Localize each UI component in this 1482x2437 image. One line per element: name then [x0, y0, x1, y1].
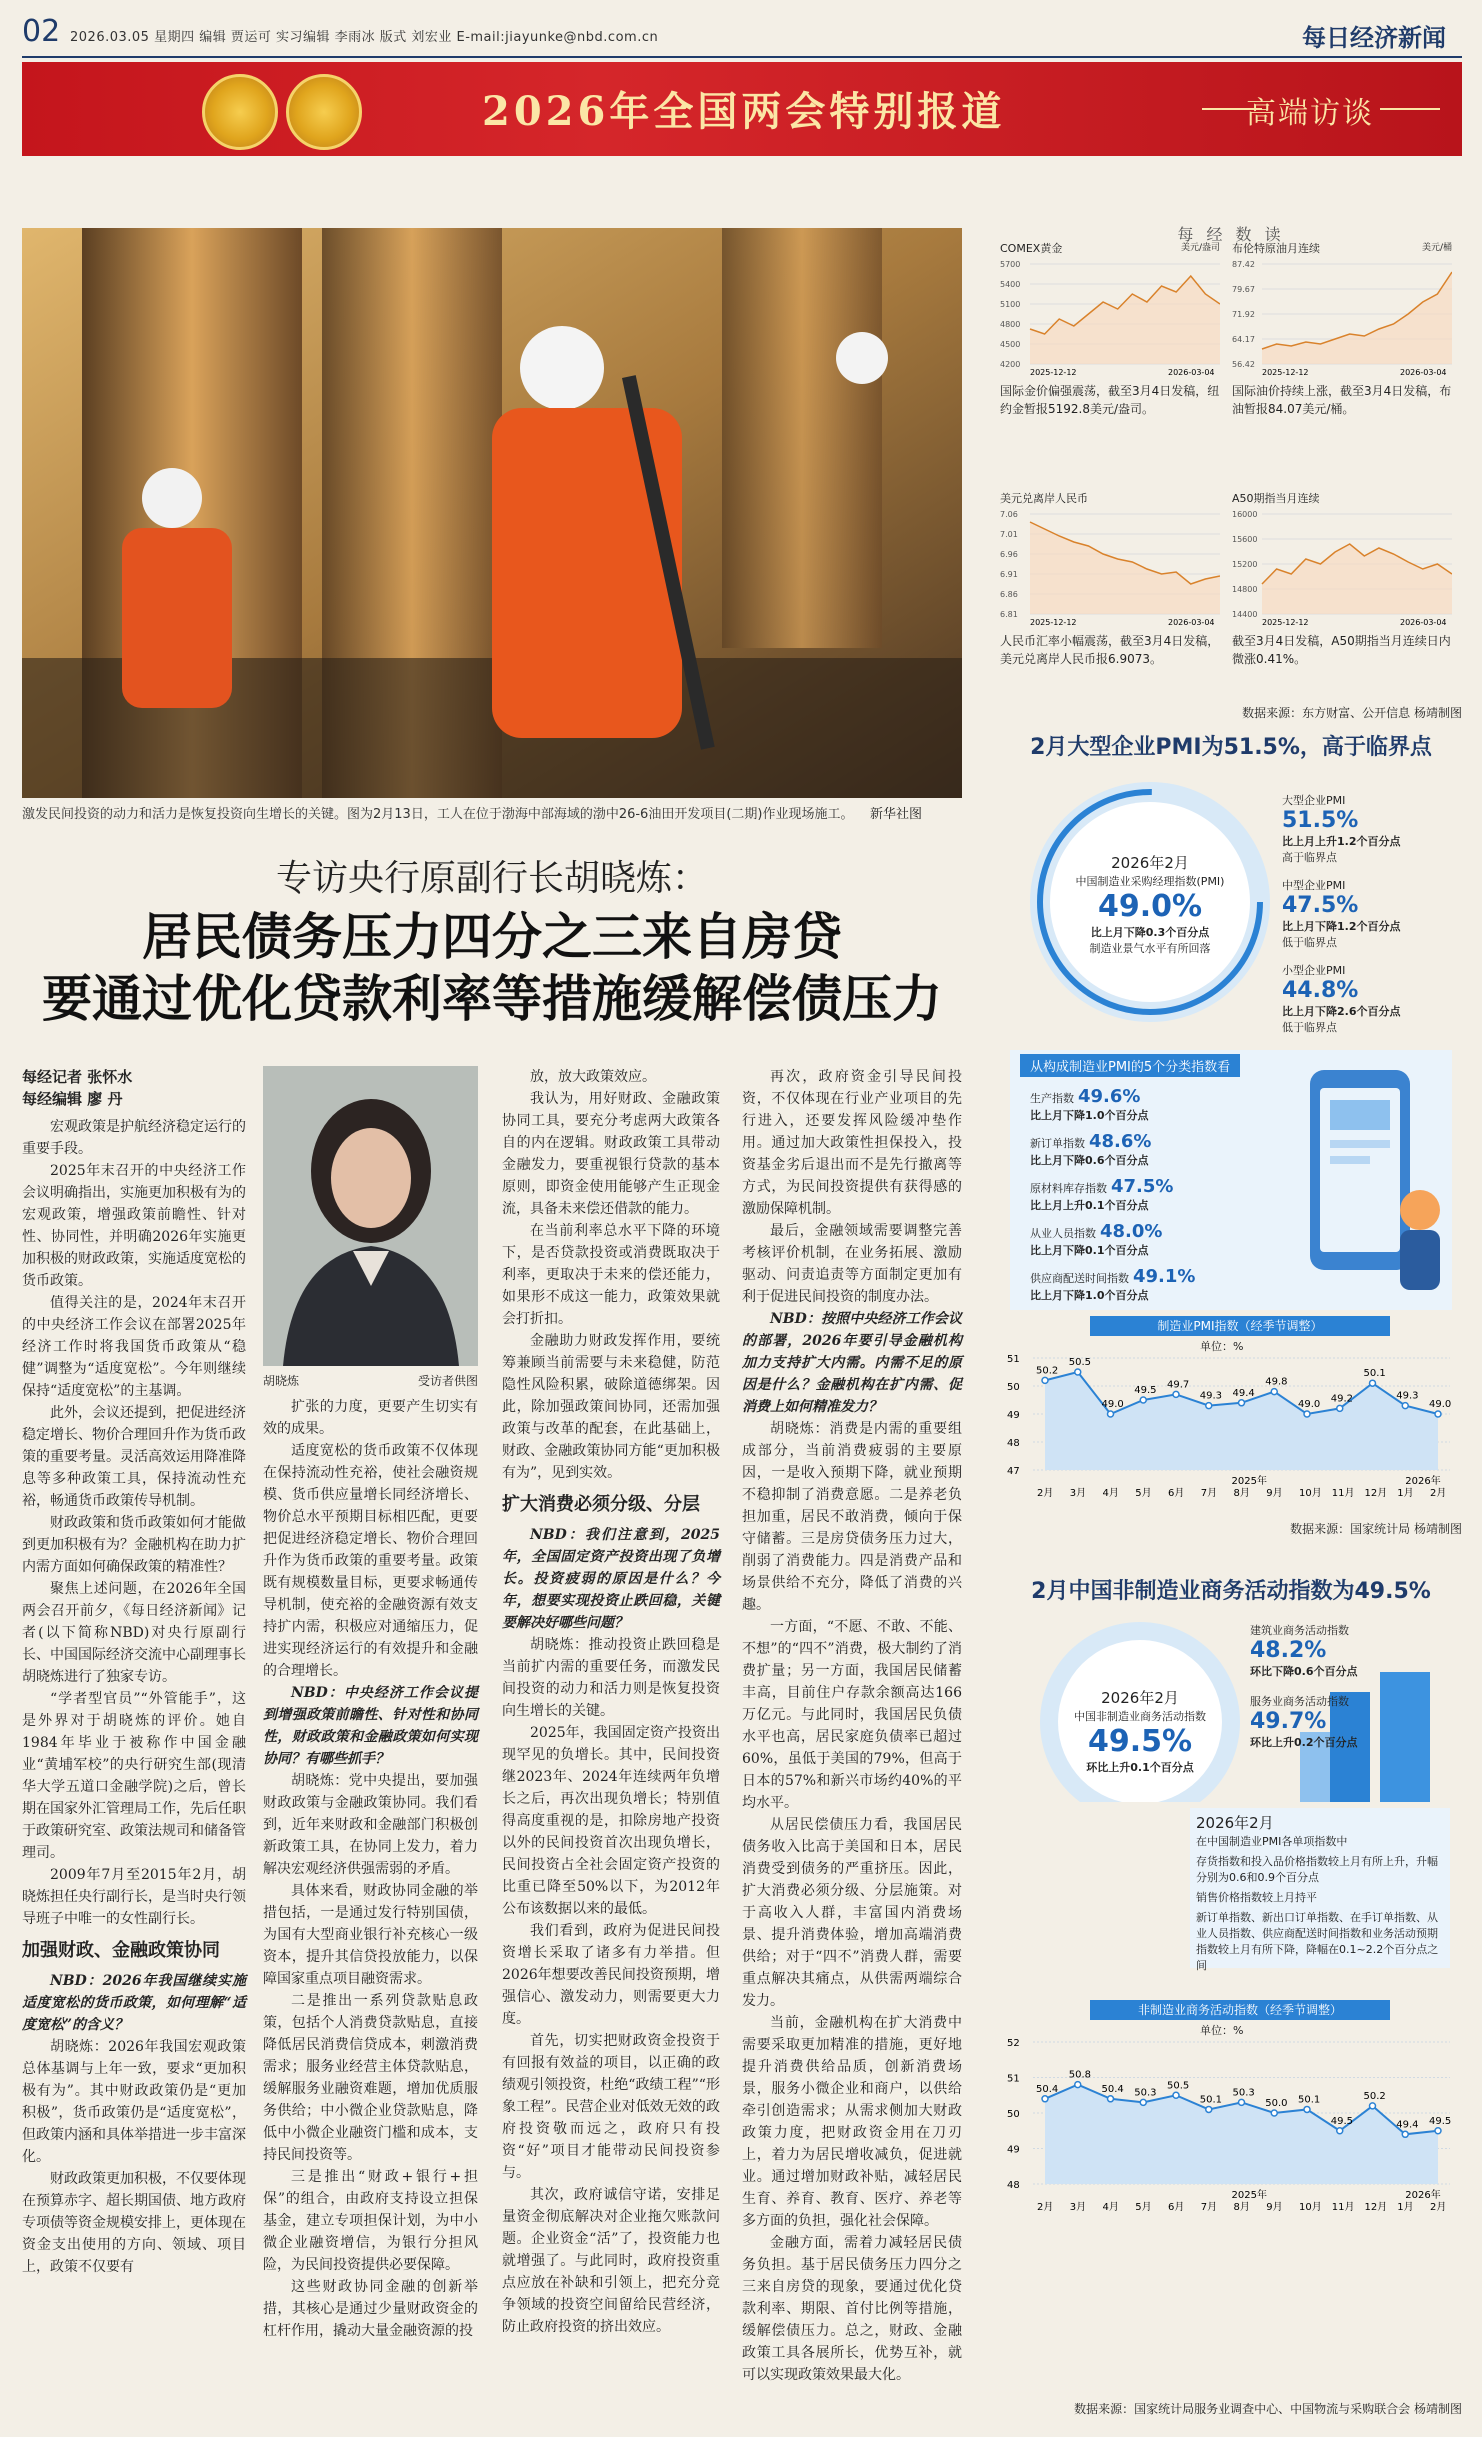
- chart-x-tick: 11月: [1331, 1488, 1355, 1499]
- pmi-subindex-change: 比上月上升0.1个百分点: [1030, 1199, 1149, 1212]
- byline-reporter: 每经记者 张怀水: [22, 1068, 133, 1086]
- chart-x-tick: 6月: [1168, 1488, 1185, 1499]
- headline-line1: 居民债务压力四分之三来自房贷: [142, 907, 842, 966]
- pmi-subindex-change: 比上月下降0.1个百分点: [1030, 1244, 1149, 1257]
- col1-paragraph: 此外，会议还提到，把促进经济稳定增长、物价合理回升作为货币政策的重要考量。灵活高效运用降准降息等多种政策工具，保持流动性充裕，畅通货币政策传导机制。: [22, 1405, 246, 1509]
- pmi-size-status: 低于临界点: [1282, 936, 1337, 949]
- chart-data-label: 49.0: [1298, 1399, 1321, 1410]
- mini-chart-tick: 15600: [1232, 535, 1258, 544]
- newspaper-brand: 每日经济新闻: [1302, 23, 1446, 52]
- chart-x-tick: 3月: [1069, 2202, 1087, 2213]
- chart-x-tick: 7月: [1200, 1488, 1218, 1499]
- chart-x-tick: 6月: [1168, 2202, 1185, 2213]
- mfg-pmi-line-chart: [1005, 1340, 1460, 1500]
- chart-data-label: 49.3: [1199, 1390, 1223, 1402]
- banner-title: 2026年全国两会特别报道: [482, 88, 1006, 135]
- nonmfg-side-label: 建筑业商务活动指数: [1250, 1624, 1349, 1637]
- chart-point: [1042, 2096, 1048, 2102]
- pmi-size-status: 低于临界点: [1282, 1021, 1337, 1034]
- portrait-caption: [263, 1372, 478, 1389]
- article-column-1: [22, 1116, 246, 2278]
- mini-chart-tick: 6.96: [1000, 550, 1018, 559]
- article-column-4: [742, 1066, 962, 2386]
- pmi-mfg-infographic: [1000, 772, 1462, 1032]
- chart-data-label: 49.0: [1429, 1399, 1452, 1410]
- pmi-subindex-item: [1030, 1221, 1270, 1258]
- chart-x-tick: 2月: [1037, 2202, 1054, 2213]
- masthead-rule: [22, 56, 1462, 58]
- headline-main: [22, 906, 962, 1030]
- question-1: NBD：2026年我国继续实施适度宽松的货币政策，如何理解“适度宽松”的含义？: [22, 1973, 246, 2033]
- pmi-size-change: 比上月下降1.2个百分点: [1282, 920, 1401, 933]
- col4-paragraph: 再次，政府资金引导民间投资，不仅体现在行业产业项目的先行进入，还要发挥风险缓冲垫作用。通过加大政策性担保投入，投资基金劣后退出而不是先行撤离等方式，为民间投资提供有获得感的激励保障机制。: [742, 1069, 962, 1217]
- chart-point: [1337, 2128, 1343, 2134]
- mini-chart-note: 国际油价持续上涨，截至3月4日发稿，布油暂报84.07美元/桶。: [1232, 384, 1452, 416]
- chart-point: [1271, 2110, 1277, 2116]
- chart-x-tick: 5月: [1135, 2202, 1152, 2213]
- col3-paragraph: 2025年，我国固定资产投资出现罕见的负增长。其中，民间投资继2023年、2024年连续两年负增长之后，再次出现负增长；特别值得高度重视的是，扣除房地产投资以外的民间投资首次出现负增长，民间投资占全社会固定资产投资的比重已降至50%以下，为2012年公布该数据以来的最低。: [502, 1725, 720, 1917]
- mini-chart-tick: 64.17: [1232, 335, 1255, 344]
- nonmfg-box-item: 新订单指数、新出口订单指数、在手订单指数、从业人员指数、供应商配送时间指数和业务活动预期指数较上月有所下降，降幅在0.1~2.2个百分点之间: [1196, 1911, 1439, 1972]
- chart-data-label: 49.2: [1330, 1393, 1354, 1405]
- chart-point: [1271, 1389, 1277, 1395]
- chart-x-tick: 10月: [1299, 1488, 1322, 1499]
- pmi-subindex-item: [1030, 1176, 1270, 1213]
- byline-editor: 每经编辑 廖 丹: [22, 1090, 123, 1108]
- chart-x-tick: 1月: [1397, 2202, 1414, 2213]
- pmi-nonmfg-center-change: 环比上升0.1个百分点: [1086, 1761, 1194, 1774]
- chart-data-label: 49.5: [1429, 2115, 1452, 2127]
- mini-chart-tick: 15200: [1232, 560, 1258, 569]
- col4-paragraph: 一方面，“不愿、不敢、不能、不想”的“四不”消费，极大制约了消费扩量；另一方面，我国居民储蓄丰高，目前住户存款余额高达166万亿元。与此同时，我国居民负债水平也高，居民家庭负债率已超过60%，虽低于美国的79%，但高于日本的57%和新兴市场约40%的平均水平。: [742, 1619, 962, 1811]
- pmi-nonmfg-title: 2月中国非制造业商务活动指数为49.5%: [1031, 1579, 1431, 1604]
- pmi-size-item: [1282, 877, 1462, 950]
- nonmfg-box-item: 存货指数和投入品价格指数较上月有所上升，升幅分别为0.6和0.9个百分点: [1196, 1855, 1438, 1884]
- pmi-nonmfg-infographic: [1000, 1612, 1462, 1802]
- col4-paragraph: 胡晓炼：消费是内需的重要组成部分，当前消费疲弱的主要原因，一是收入预期下降，就业预期不稳抑制了消费意愿。二是养老负担加重，居民不敢消费，倾向于保守储蓄。三是房贷债务压力过大，削弱了消费能力。四是消费产品和场景供给不充分，降低了消费的兴趣。: [742, 1421, 962, 1613]
- mini-chart-plot: [1000, 256, 1220, 376]
- chart-x-tick: 10月: [1299, 2202, 1322, 2213]
- pmi-mfg-center-date: 2026年2月: [1111, 854, 1189, 872]
- special-report-banner: [22, 62, 1462, 156]
- article-column-3: [502, 1066, 720, 2338]
- mini-chart-tick: 5400: [1000, 280, 1021, 289]
- pmi-size-label: 中型企业PMI: [1282, 879, 1346, 892]
- mini-chart-x-start: 2025-12-12: [1262, 618, 1309, 626]
- pmi-mfg-center-note: 制造业景气水平有所回落: [1089, 942, 1211, 955]
- chart-y-tick: 47: [1007, 1466, 1020, 1477]
- chart-x-tick: 3月: [1069, 1488, 1087, 1499]
- chart-data-label: 49.5: [1330, 2115, 1354, 2127]
- mini-chart-tick: 14400: [1232, 610, 1258, 619]
- portrait-photo: [263, 1066, 478, 1366]
- mini-chart-title: A50期指当月连续: [1232, 492, 1320, 505]
- chart-data-label: 50.3: [1134, 2087, 1157, 2099]
- nonmfg-chart-unit: 单位：%: [1200, 2024, 1244, 2037]
- chart-data-label: 50.8: [1068, 2069, 1092, 2081]
- nonmfg-box-subtitle: 在中国制造业PMI各单项指数中: [1196, 1835, 1348, 1848]
- chart-data-label: 49.4: [1396, 2119, 1419, 2131]
- nonmfg-side-change: 环比上升0.2个百分点: [1250, 1736, 1358, 1749]
- col2-paragraph: 扩张的力度，更要产生切实有效的成果。: [263, 1399, 478, 1437]
- masthead-info: 2026.03.05 星期四 编辑 贾运可 实习编辑 李雨冰 版式 刘宏业 E-mail:jiayunke@nbd.com.cn: [70, 30, 659, 45]
- mini-chart-unit: 美元/桶: [1421, 243, 1452, 253]
- chart-x-tick: 12月: [1364, 1488, 1388, 1499]
- pmi-subindex-change: 比上月下降1.0个百分点: [1030, 1289, 1149, 1302]
- chart-x-tick: 2月: [1430, 2202, 1447, 2213]
- mini-chart-tick: 4200: [1000, 360, 1021, 369]
- mini-chart-area: [1262, 544, 1452, 614]
- col4-paragraph: 最后，金融领域需要调整完善考核评价机制，在业务拓展、激励驱动、问责追责等方面制定更加有利于促进民间投资的制度办法。: [742, 1223, 962, 1305]
- chart-point: [1370, 1380, 1376, 1386]
- pmi-mfg-title: 2月大型企业PMI为51.5%，高于临界点: [1030, 735, 1432, 760]
- pmi-mfg-section: [1000, 730, 1462, 761]
- pmi-subindex-value: 48.0%: [1100, 1221, 1163, 1242]
- col2-paragraph: 三是推出“财政+银行+担保”的组合，由政府支持设立担保基金，建立专项担保计划，为中小微企业融资增信，为银行分担风险，为民间投资提供必要保障。: [263, 2169, 478, 2273]
- mini-chart-plot: [1232, 256, 1452, 376]
- data-panel-source: 数据来源：东方财富、公开信息 杨靖制图: [1242, 706, 1462, 720]
- col4-paragraph: 当前，金融机构在扩大消费中需要采取更加精准的措施，更好地提升消费供给品质，创新消费场景，服务小微企业和商户，以供给牵引创造需求；从需求侧加大财政政策力度，把财政资金用在刀刃上，着力为居民增收减负，促进就业。通过增加财政补贴，减轻居民生育、养育、教育、医疗、养老等多方面的负担，强化社会保障。: [742, 2015, 962, 2229]
- mini-chart-tick: 7.01: [1000, 530, 1018, 539]
- masthead: [0, 0, 1482, 58]
- chart-year-label: 2025年: [1231, 2190, 1267, 2201]
- pmi-size-value: 44.8%: [1282, 978, 1359, 1003]
- chart-data-label: 50.4: [1036, 2083, 1059, 2095]
- pmi-subindex-title: 从构成制造业PMI的5个分类指数看: [1020, 1054, 1240, 1077]
- mini-chart-unit: 美元/盎司: [1180, 243, 1220, 253]
- pmi-subindex-label: 供应商配送时间指数: [1030, 1272, 1129, 1285]
- photo-caption: 激发民间投资的动力和活力是恢复投资向生增长的关键。图为2月13日，工人在位于渤海中部海域的渤中26-6油田开发项目(二期)作业现场施工。: [22, 807, 854, 822]
- mini-chart-plot: [1232, 506, 1452, 626]
- chart-point: [1206, 2106, 1212, 2112]
- chart-point: [1173, 2092, 1179, 2098]
- chart-data-label: 49.4: [1232, 1387, 1255, 1399]
- mini-chart-tick: 5100: [1000, 300, 1021, 309]
- chart-y-tick: 51: [1007, 1354, 1020, 1365]
- pmi-nonmfg-center-label: 中国非制造业商务活动指数: [1074, 1710, 1206, 1723]
- col3-paragraph: 在当前利率总水平下降的环境下，是否贷款投资或消费既取决于利率，更取决于未来的偿还能力，如果形不成这一能力，政策效果就会打折扣。: [502, 1223, 720, 1327]
- chart-x-tick: 12月: [1364, 2202, 1388, 2213]
- nonmfg-side-item: [1250, 1622, 1450, 1679]
- chart-point: [1402, 1403, 1408, 1409]
- pmi-size-label: 大型企业PMI: [1282, 794, 1346, 807]
- mini-chart-tick: 6.91: [1000, 570, 1018, 579]
- pmi-nonmfg-center: [1050, 1687, 1230, 1775]
- mini-chart-title: COMEX黄金: [1000, 242, 1063, 255]
- chart-y-tick: 48: [1007, 2180, 1020, 2191]
- chart-point: [1402, 2131, 1408, 2137]
- mini-chart-tick: 16000: [1232, 510, 1258, 519]
- col1-paragraph: 胡晓炼：2026年我国宏观政策总体基调与上年一致，要求“更加积极有为”。其中财政政策仍是“更加积极”，货币政策仍是“适度宽松”，但政策内涵和具体举措进一步丰富深化。: [22, 2039, 246, 2165]
- chart-data-label: 49.7: [1167, 1379, 1190, 1391]
- chart-data-label: 50.5: [1167, 2080, 1190, 2092]
- mini-chart: [1000, 490, 1220, 640]
- col1-paragraph: 宏观政策是护航经济稳定运行的重要手段。: [22, 1119, 246, 1157]
- mini-chart-x-start: 2025-12-12: [1030, 368, 1077, 376]
- mini-chart: [1232, 490, 1452, 640]
- pmi-size-item: [1282, 792, 1462, 865]
- mini-chart-title: 美元兑离岸人民币: [1000, 492, 1088, 505]
- col4-paragraph: 从居民偿债压力看，我国居民债务收入比高于美国和日本，居民消费受到债务的严重挤压。因此，扩大消费必须分级、分层施策。对于高收入人群，丰富国内消费场景、提升消费体验，增加高端消费供给；对于“四不”消费人群，需要重点解决其痛点，从供需两端综合发力。: [742, 1817, 962, 2009]
- mini-chart-tick: 4800: [1000, 320, 1021, 329]
- chart-x-tick: 2月: [1430, 1488, 1447, 1499]
- headline-line2: 要通过优化贷款利率等措施缓解偿债压力: [42, 969, 942, 1028]
- pmi-size-change: 比上月上升1.2个百分点: [1282, 835, 1401, 848]
- chart-point: [1435, 2128, 1441, 2134]
- pmi-mfg-center: [1050, 852, 1250, 956]
- col2-paragraph: 具体来看，财政协同金融的举措包括，一是通过发行特别国债，为国有大型商业银行补充核心一级资本，提升其信贷投放能力，以保障国家重点项目融资需求。: [263, 1883, 478, 1987]
- portrait-name: 胡晓炼: [263, 1374, 300, 1388]
- nonmfg-side-item: [1250, 1693, 1450, 1750]
- chart-data-label: 50.1: [1363, 1368, 1386, 1380]
- pmi-nonmfg-center-date: 2026年2月: [1101, 1689, 1179, 1707]
- chart-y-tick: 48: [1007, 1438, 1020, 1449]
- chart-x-tick: 1月: [1397, 1488, 1414, 1499]
- chart-data-label: 49.3: [1396, 1390, 1419, 1402]
- chart-year-label: 2026年: [1405, 1476, 1441, 1487]
- chart-point: [1173, 1391, 1179, 1397]
- chart-point: [1075, 1369, 1081, 1375]
- pmi-subindex-item: [1030, 1131, 1270, 1168]
- chart-point: [1075, 2082, 1081, 2088]
- pmi-subindex-value: 47.5%: [1111, 1176, 1174, 1197]
- chart-data-label: 49.0: [1101, 1399, 1124, 1410]
- mini-chart-x-end: 2026-03-04: [1400, 368, 1447, 376]
- photo-credit: 新华社图: [870, 807, 923, 822]
- chart-year-label: 2026年: [1405, 2190, 1441, 2201]
- mini-chart: [1232, 240, 1452, 390]
- nonmfg-subitems-box: [1190, 1808, 1450, 1972]
- pmi-subindex-item: [1030, 1086, 1270, 1123]
- mini-chart-tick: 4500: [1000, 340, 1021, 349]
- pmi-mfg-source: 数据来源：国家统计局 杨靖制图: [1290, 1522, 1462, 1536]
- pmi-subindex-label: 新订单指数: [1030, 1137, 1085, 1150]
- chart-point: [1042, 1377, 1048, 1383]
- nonmfg-side-label: 服务业商务活动指数: [1250, 1695, 1349, 1708]
- chart-point: [1140, 1397, 1146, 1403]
- pmi-mfg-center-value: 49.0%: [1097, 889, 1203, 924]
- mini-chart-plot: [1000, 506, 1220, 626]
- pmi-size-status: 高于临界点: [1282, 851, 1337, 864]
- phone-illustration: [1270, 1060, 1450, 1300]
- chart-point: [1206, 1403, 1212, 1409]
- article-column-2: [263, 1396, 478, 2342]
- mini-chart-x-end: 2026-03-04: [1168, 618, 1215, 626]
- chart-point: [1108, 2096, 1114, 2102]
- chart-point: [1304, 1411, 1310, 1417]
- headline-kicker: 专访央行原副行长胡晓炼：: [275, 858, 708, 899]
- chart-x-tick: 9月: [1266, 1488, 1283, 1499]
- col1-paragraph: 财政政策更加积极，不仅要体现在预算赤字、超长期国债、地方政府专项债等资金规模安排上，更体现在资金支出使用的方向、领域、项目上，政策不仅要有: [22, 2171, 246, 2275]
- mini-chart-area: [1262, 272, 1452, 364]
- mfg-pmi-chart-unit: 单位：%: [1200, 1340, 1244, 1353]
- col1-paragraph: 2025年末召开的中央经济工作会议明确指出，实施更加积极有为的宏观政策，增强政策前瞻性、针对性、协同性，并明确2026年实施更加积极的财政政策，实施适度宽松的货币政策。: [22, 1163, 246, 1289]
- chart-x-tick: 7月: [1200, 2202, 1218, 2213]
- chart-x-tick: 9月: [1266, 2202, 1283, 2213]
- mini-chart-x-start: 2025-12-12: [1030, 618, 1077, 626]
- chart-data-label: 50.3: [1232, 2087, 1255, 2099]
- pmi-subindex-label: 从业人员指数: [1030, 1227, 1096, 1240]
- mini-chart-note: 截至3月4日发稿，A50期指当月连续日内微涨0.41%。: [1232, 634, 1451, 666]
- mini-chart-tick: 5700: [1000, 260, 1021, 269]
- nonmfg-side-value: 49.7%: [1250, 1709, 1327, 1734]
- col1-paragraph: “学者型官员”“外管能手”，这是外界对于胡晓炼的评价。她自1984年毕业于被称作中国金融业“黄埔军校”的央行研究生部(现清华大学五道口金融学院)之后，曾长期在国家外汇管理局工作，先后任职于政策研究室、政策法规司和储备管理司。: [22, 1691, 246, 1861]
- chart-x-tick: 2月: [1037, 1488, 1054, 1499]
- pmi-size-value: 47.5%: [1282, 893, 1359, 918]
- col3-paragraph: 胡晓炼：推动投资止跌回稳是当前扩内需的重要任务，而激发民间投资的动力和活力则是恢复投资向生增长的关键。: [502, 1637, 720, 1719]
- nonmfg-side-value: 48.2%: [1250, 1638, 1327, 1663]
- data-panel-title: 每 经 数 读: [1177, 225, 1285, 244]
- section-heading-2: 扩大消费必须分级、分层: [502, 1494, 700, 1515]
- chart-data-label: 49.8: [1265, 1376, 1288, 1388]
- chart-x-tick: 8月: [1233, 1488, 1250, 1499]
- question-3: NBD：我们注意到，2025年，全国固定资产投资出现了负增长。投资疲弱的原因是什么？今年，想要实现投资止跌回稳，关键要解决好哪些问题？: [502, 1527, 720, 1631]
- chart-point: [1337, 1405, 1343, 1411]
- mini-chart-tick: 6.81: [1000, 610, 1018, 619]
- chart-data-label: 50.4: [1101, 2083, 1124, 2095]
- chart-y-tick: 50: [1007, 2109, 1020, 2120]
- pmi-nonmfg-center-value: 49.5%: [1087, 1724, 1193, 1759]
- pmi-subindex-box: [1010, 1050, 1452, 1310]
- chart-data-label: 50.0: [1265, 2098, 1288, 2109]
- mini-chart-x-end: 2026-03-04: [1400, 618, 1447, 626]
- col2-paragraph: 适度宽松的货币政策不仅体现在保持流动性充裕，使社会融资规模、货币供应量增长同经济增长、物价总水平预期目标相匹配，更要把促进经济稳定增长、物价合理回升作为货币政策的重要考量。政策既有规模数量目标，更要求畅通传导机制，使充裕的金融资源有效支持扩内需，积极应对通缩压力，促进实现经济运行的有效提升和金融的合理增长。: [263, 1443, 478, 1679]
- chart-data-label: 49.5: [1134, 1385, 1157, 1396]
- col4-paragraph: 金融方面，需着力减轻居民债务负担。基于居民债务压力四分之三来自房贷的现象，要通过优化贷款利率、期限、首付比例等措施，缓解偿债压力。总之，财政、金融政策工具各展所长，优势互补，就可以实现政策效果最大化。: [742, 2235, 962, 2383]
- pmi-subindex-value: 49.6%: [1078, 1086, 1141, 1107]
- chart-point: [1304, 2106, 1310, 2112]
- nonmfg-box-date: 2026年2月: [1196, 1814, 1274, 1832]
- col2-paragraph: 二是推出一系列贷款贴息政策，包括个人消费贷款贴息，直接降低居民消费信贷成本，刺激消费需求；服务业经营主体贷款贴息，缓解服务业融资难题，增加优质服务供给；中小微企业贷款贴息，降低中小微企业融资门槛和成本，支持民间投资等。: [263, 1993, 478, 2163]
- chart-data-label: 50.1: [1298, 2094, 1321, 2106]
- pmi-nonmfg-source: 数据来源：国家统计局服务业调查中心、中国物流与采购联合会 杨靖制图: [1074, 2402, 1462, 2416]
- pmi-subindex-item: [1030, 1266, 1270, 1303]
- chart-x-tick: 4月: [1102, 1488, 1119, 1499]
- page-number: 02: [22, 14, 61, 49]
- mini-chart-x-end: 2026-03-04: [1168, 368, 1215, 376]
- chart-x-tick: 4月: [1102, 2202, 1119, 2213]
- chart-point: [1140, 2099, 1146, 2105]
- chart-point: [1435, 1411, 1441, 1417]
- pmi-size-item: [1282, 962, 1462, 1035]
- chart-x-tick: 8月: [1233, 2202, 1250, 2213]
- portrait-credit: 受访者供图: [417, 1374, 478, 1388]
- col3-paragraph: 放，放大政策效应。: [530, 1069, 656, 1085]
- pmi-size-change: 比上月下降2.6个百分点: [1282, 1005, 1401, 1018]
- mini-chart-tick: 14800: [1232, 585, 1258, 594]
- mini-chart-tick: 71.92: [1232, 310, 1255, 319]
- nonmfg-box-item: 销售价格指数较上月持平: [1196, 1891, 1317, 1904]
- pmi-subindex-label: 原材料库存指数: [1030, 1182, 1107, 1195]
- chart-y-tick: 51: [1007, 2073, 1020, 2085]
- question-2: NBD：中央经济工作会议提到增强政策前瞻性、针对性和协同性，财政政策和金融政策如何实现协同？有哪些抓手？: [263, 1685, 478, 1767]
- col3-paragraph: 其次，政府诚信守诺，安排足量资金彻底解决对企业拖欠账款问题。企业资金“活”了，投资能力也就增强了。与此同时，政府投资重点应放在补缺和引领上，把充分竞争领域的投资空间留给民营经济，防止政府投资的挤出效应。: [502, 2187, 720, 2335]
- chart-point: [1239, 2099, 1245, 2105]
- chart-point: [1108, 1411, 1114, 1417]
- mini-chart-note: 人民币汇率小幅震荡，截至3月4日发稿，美元兑离岸人民币报6.9073。: [1000, 634, 1220, 666]
- portrait-image: [263, 1066, 478, 1366]
- mini-chart-tick: 79.67: [1232, 285, 1255, 294]
- banner-rule-right: [1380, 108, 1440, 110]
- mini-chart-tick: 56.42: [1232, 360, 1255, 369]
- pmi-size-label: 小型企业PMI: [1282, 964, 1346, 977]
- section-heading-1: 加强财政、金融政策协同: [22, 1940, 220, 1961]
- pmi-subindex-label: 生产指数: [1030, 1092, 1074, 1105]
- banner-subtitle: 高端访谈: [1246, 96, 1374, 131]
- chart-x-tick: 5月: [1135, 1488, 1152, 1499]
- mfg-pmi-chart-title: 制造业PMI指数（经季节调整）: [1090, 1316, 1390, 1336]
- cppcc-emblem-icon: [286, 74, 362, 150]
- chart-y-tick: 49: [1007, 1410, 1020, 1421]
- data-panel: [1000, 222, 1462, 722]
- col1-paragraph: 财政政策和货币政策如何才能做到更加积极有为？金融机构在助力扩内需方面如何确保政策的精准性？: [22, 1515, 246, 1575]
- col3-paragraph: 金融助力财政发挥作用，要统筹兼顾当前需要与未来稳健，防范隐性风险积累，破除道德绑架。因此，除加强政策间协同，还需加强政策与改革的配套，在此基础上，财政、金融政策协同方能“更加积极有为”，见到实效。: [502, 1333, 720, 1481]
- pmi-mfg-center-change: 比上月下降0.3个百分点: [1090, 926, 1210, 939]
- chart-data-label: 50.2: [1036, 1365, 1059, 1377]
- nonmfg-chart-title: 非制造业商务活动指数（经季节调整）: [1090, 2000, 1390, 2020]
- mini-chart-note: 国际金价偏强震荡，截至3月4日发稿，纽约金暂报5192.8美元/盎司。: [1000, 384, 1220, 416]
- col1-paragraph: 聚焦上述问题，在2026年全国两会召开前夕，《每日经济新闻》记者(以下简称NBD)对央行原副行长、中国国际经济交流中心副理事长胡晓炼进行了独家专访。: [22, 1581, 246, 1685]
- national-emblem-icon: [202, 74, 278, 150]
- question-4: NBD：按照中央经济工作会议的部署，2026年要引导金融机构加力支持扩大内需。内需不足的原因是什么？金融机构在扩内需、促消费上如何精准发力？: [742, 1311, 962, 1415]
- mini-chart: [1000, 240, 1220, 390]
- chart-y-tick: 49: [1007, 2144, 1020, 2156]
- chart-y-tick: 50: [1007, 1382, 1020, 1393]
- mini-chart-x-start: 2025-12-12: [1262, 368, 1309, 376]
- chart-year-label: 2025年: [1231, 1476, 1267, 1487]
- chart-y-tick: 52: [1007, 2038, 1020, 2049]
- mini-chart-tick: 87.42: [1232, 260, 1255, 269]
- pmi-size-value: 51.5%: [1282, 808, 1359, 833]
- chart-point: [1239, 1400, 1245, 1406]
- mini-chart-title: 布伦特原油月连续: [1232, 242, 1320, 255]
- nonmfg-side-change: 环比下降0.6个百分点: [1250, 1665, 1358, 1678]
- chart-data-label: 50.5: [1068, 1357, 1092, 1368]
- pmi-subindex-change: 比上月下降1.0个百分点: [1030, 1109, 1149, 1122]
- chart-data-label: 50.1: [1199, 2094, 1223, 2106]
- oil-platform-workers-image: [22, 228, 962, 798]
- col3-paragraph: 我认为，用好财政、金融政策协同工具，要充分考虑两大政策各自的内在逻辑。财政政策工具带动金融发力，要重视银行贷款的基本原则，即资金使用能够产生正现金流，具备未来偿还借款的能力。: [502, 1091, 720, 1217]
- col3-paragraph: 首先，切实把财政资金投资于有回报有效益的项目，以正确的政绩观引领投资，杜绝“政绩工程”“形象工程”。民营企业对低效无效的政府投资敬而远之，政府只有投资“好”项目才能带动民间投资参与。: [502, 2033, 720, 2181]
- chart-x-tick: 11月: [1331, 2202, 1355, 2213]
- col2-paragraph: 这些财政协同金融的创新举措，其核心是通过少量财政资金的杠杆作用，撬动大量金融资源的投: [263, 2279, 478, 2339]
- col3-paragraph: 我们看到，政府为促进民间投资增长采取了诸多有力举措。但2026年想要改善民间投资预期，增强信心、激发动力，则需要更大力度。: [502, 1923, 720, 2027]
- chart-data-label: 50.2: [1363, 2090, 1386, 2102]
- pmi-subindex-value: 49.1%: [1133, 1266, 1196, 1287]
- news-photo: [22, 228, 962, 798]
- nonmfg-line-chart: [1005, 2024, 1460, 2214]
- pmi-nonmfg-section: [1000, 1574, 1462, 1605]
- col1-paragraph: 值得关注的是，2024年末召开的中央经济工作会议在部署2025年经济工作时将我国货币政策从“稳健”调整为“适度宽松”。今年则继续保持“适度宽松”的主基调。: [22, 1295, 246, 1399]
- byline: [22, 1066, 132, 1110]
- mini-chart-tick: 6.86: [1000, 590, 1018, 599]
- pmi-subindex-value: 48.6%: [1089, 1131, 1152, 1152]
- chart-point: [1370, 2103, 1376, 2109]
- col2-paragraph: 胡晓炼：党中央提出，要加强财政政策与金融政策协同。我们看到，近年来财政和金融部门积极创新政策工具，在协同上发力，着力解决宏观经济供强需弱的矛盾。: [263, 1773, 478, 1877]
- pmi-mfg-center-label: 中国制造业采购经理指数(PMI): [1075, 875, 1225, 888]
- col1-paragraph: 2009年7月至2015年2月，胡晓炼担任央行副行长，是当时央行领导班子中唯一的女性副行长。: [22, 1867, 246, 1927]
- mini-chart-tick: 7.06: [1000, 510, 1018, 519]
- pmi-subindex-change: 比上月下降0.6个百分点: [1030, 1154, 1149, 1167]
